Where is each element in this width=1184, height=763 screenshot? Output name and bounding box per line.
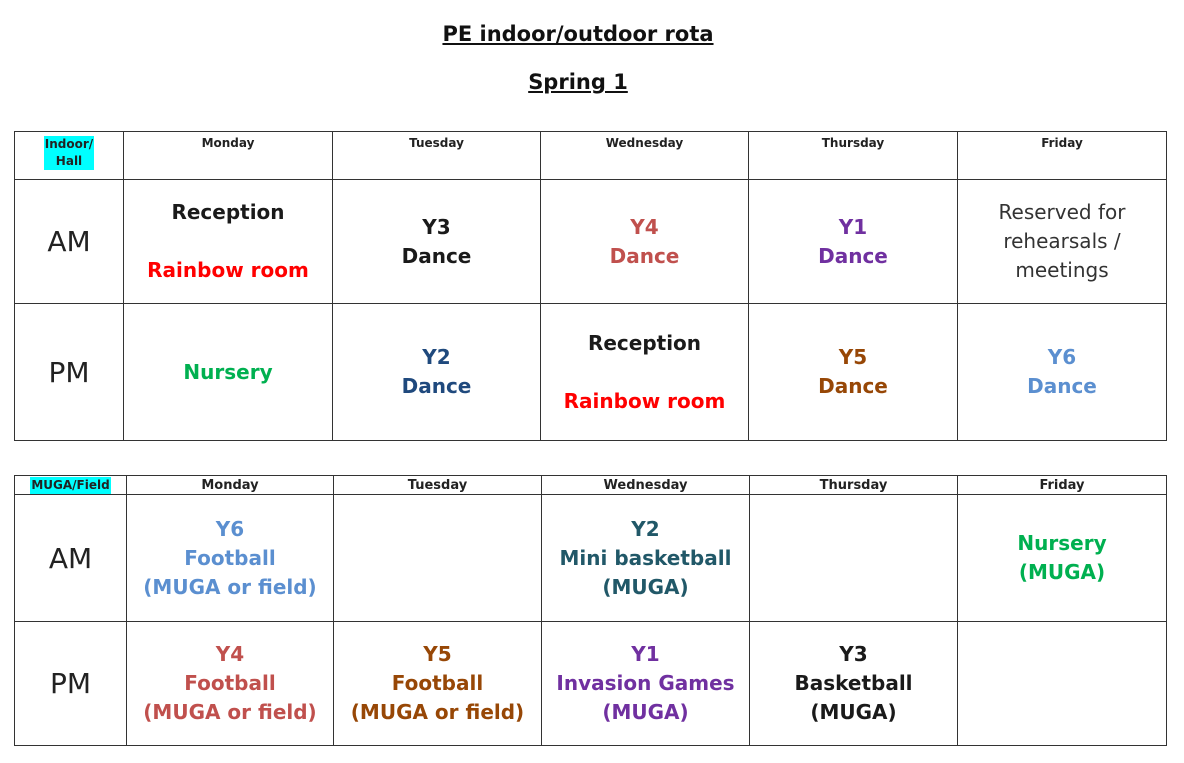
page-title: PE indoor/outdoor rota — [442, 22, 714, 46]
indoor-day-wednesday: Wednesday — [541, 132, 749, 180]
outdoor-corner-cell — [15, 476, 127, 495]
indoor-day-thursday: Thursday — [749, 132, 958, 180]
outdoor-pm-tuesday: Y5 Football (MUGA or field) — [334, 622, 542, 746]
indoor-am-friday: Reserved for rehearsals / meetings — [958, 180, 1167, 304]
indoor-corner-label: Indoor/ Hall — [44, 137, 94, 168]
indoor-am-monday: Reception Rainbow room — [124, 180, 333, 304]
outdoor-pm-monday: Y4 Football (MUGA or field) — [127, 622, 334, 746]
outdoor-am-tuesday — [334, 495, 542, 622]
outdoor-pm-row — [15, 622, 1167, 746]
page-subtitle: Spring 1 — [528, 70, 628, 94]
indoor-pm-thursday: Y5 Dance — [749, 304, 958, 441]
indoor-rota-table — [14, 131, 1167, 441]
outdoor-pm-wednesday: Y1 Invasion Games (MUGA) — [542, 622, 750, 746]
outdoor-day-tuesday: Tuesday — [334, 476, 542, 495]
outdoor-day-friday: Friday — [958, 476, 1167, 495]
indoor-am-label: AM — [15, 180, 124, 304]
outdoor-am-label: AM — [15, 495, 127, 622]
indoor-day-monday: Monday — [124, 132, 333, 180]
indoor-pm-wednesday: Reception Rainbow room — [541, 304, 749, 441]
indoor-pm-friday: Y6 Dance — [958, 304, 1167, 441]
indoor-day-tuesday: Tuesday — [333, 132, 541, 180]
outdoor-pm-friday — [958, 622, 1167, 746]
indoor-corner-cell — [15, 132, 124, 180]
indoor-pm-tuesday: Y2 Dance — [333, 304, 541, 441]
outdoor-day-thursday: Thursday — [750, 476, 958, 495]
outdoor-pm-label: PM — [15, 622, 127, 746]
indoor-am-thursday: Y1 Dance — [749, 180, 958, 304]
outdoor-rota-table — [14, 475, 1167, 746]
indoor-am-row — [15, 180, 1167, 304]
outdoor-am-monday: Y6 Football (MUGA or field) — [127, 495, 334, 622]
outdoor-am-friday: Nursery (MUGA) — [958, 495, 1167, 622]
indoor-header-row — [15, 132, 1167, 180]
indoor-pm-monday: Nursery — [124, 304, 333, 441]
indoor-pm-row — [15, 304, 1167, 441]
indoor-am-tuesday: Y3 Dance — [333, 180, 541, 304]
outdoor-pm-thursday: Y3 Basketball (MUGA) — [750, 622, 958, 746]
outdoor-day-wednesday: Wednesday — [542, 476, 750, 495]
outdoor-day-monday: Monday — [127, 476, 334, 495]
outdoor-am-wednesday: Y2 Mini basketball (MUGA) — [542, 495, 750, 622]
outdoor-corner-label: MUGA/Field — [31, 477, 110, 492]
indoor-day-friday: Friday — [958, 132, 1167, 180]
outdoor-am-thursday — [750, 495, 958, 622]
indoor-am-wednesday: Y4 Dance — [541, 180, 749, 304]
indoor-pm-label: PM — [15, 304, 124, 441]
outdoor-am-row — [15, 495, 1167, 622]
outdoor-header-row — [15, 476, 1167, 495]
